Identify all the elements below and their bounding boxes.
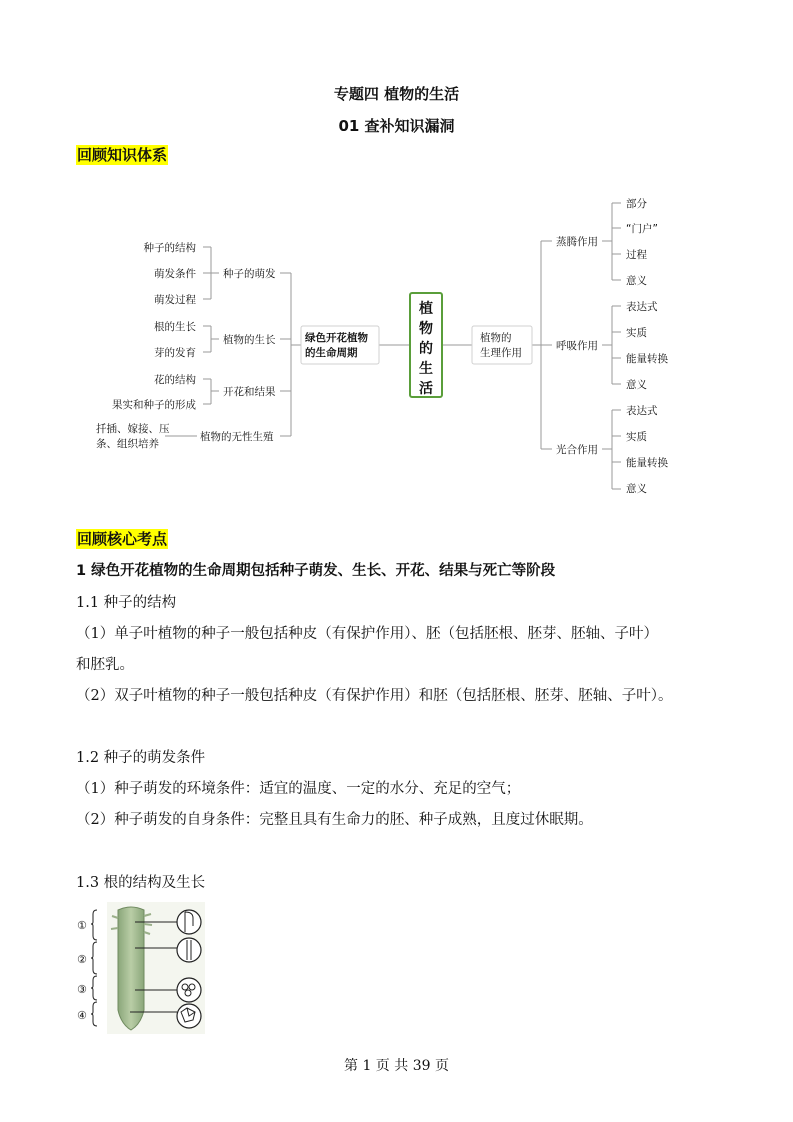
section-label-core: 回顾核心考点 bbox=[77, 530, 168, 548]
paragraph: （1）种子萌发的环境条件：适宜的温度、一定的水分、充足的空气； bbox=[76, 781, 521, 797]
section-label-knowledge: 回顾知识体系 bbox=[77, 146, 168, 164]
right-item: 部分 bbox=[626, 198, 647, 210]
paragraph: （2）种子萌发的自身条件：完整且具有生命力的胚、种子成熟，且度过休眠期。 bbox=[76, 812, 593, 828]
page-footer: 第 1 页 共 39 页 bbox=[344, 1058, 449, 1074]
right-hub-label: 植物的 bbox=[480, 332, 512, 344]
paragraph: （1）单子叶植物的种子一般包括种皮（有保护作用）、胚（包括胚根、胚芽、胚轴、子叶） bbox=[76, 626, 658, 642]
paragraph: （2）双子叶植物的种子一般包括种皮（有保护作用）和胚（包括胚根、胚芽、胚轴、子叶）。 bbox=[76, 688, 673, 704]
left-item: 萌发条件 bbox=[154, 268, 196, 280]
root-char: 生 bbox=[419, 361, 433, 377]
subheading-1-1: 1.1 种子的结构 bbox=[76, 595, 177, 611]
left-item: 扦插、嫁接、压 bbox=[96, 423, 170, 435]
left-item: 条、组织培养 bbox=[96, 438, 159, 450]
left-item: 花的结构 bbox=[154, 374, 196, 386]
left-group-label: 植物的生长 bbox=[223, 334, 276, 346]
figure-label: ④ bbox=[77, 1009, 87, 1022]
left-group-label: 开花和结果 bbox=[223, 386, 276, 398]
root-char: 植 bbox=[419, 301, 433, 317]
right-hub-label: 生理作用 bbox=[480, 347, 522, 359]
left-item: 种子的结构 bbox=[143, 242, 196, 254]
root-char: 的 bbox=[419, 341, 433, 357]
right-item: 意义 bbox=[626, 379, 647, 391]
right-item: 能量转换 bbox=[626, 353, 668, 365]
left-group-label: 种子的萌发 bbox=[223, 268, 276, 280]
right-group-label: 呼吸作用 bbox=[556, 340, 598, 352]
mindmap bbox=[0, 185, 793, 505]
left-group-label: 植物的无性生殖 bbox=[200, 431, 274, 443]
left-item: 根的生长 bbox=[154, 321, 196, 333]
figure-label: ③ bbox=[77, 983, 87, 996]
right-item: 表达式 bbox=[626, 301, 658, 313]
heading-1: 1 绿色开花植物的生命周期包括种子萌发、生长、开花、结果与死亡等阶段 bbox=[76, 563, 556, 579]
right-item: “门户” bbox=[626, 223, 658, 235]
subheading-1-3: 1.3 根的结构及生长 bbox=[76, 875, 206, 891]
right-group-label: 蒸腾作用 bbox=[556, 236, 598, 248]
right-group-label: 光合作用 bbox=[556, 444, 598, 456]
right-item: 能量转换 bbox=[626, 457, 668, 469]
page-subtitle: 01 查补知识漏洞 bbox=[338, 117, 455, 135]
left-item: 芽的发育 bbox=[154, 347, 196, 359]
subheading-1-2: 1.2 种子的萌发条件 bbox=[76, 750, 206, 766]
paragraph: 和胚乳。 bbox=[76, 657, 134, 673]
root-char: 活 bbox=[419, 381, 433, 397]
page-title: 专题四 植物的生活 bbox=[333, 85, 460, 103]
right-item: 过程 bbox=[626, 249, 647, 261]
left-hub-label: 的生命周期 bbox=[305, 347, 358, 359]
figure-label: ② bbox=[77, 953, 87, 966]
left-hub-label: 绿色开花植物 bbox=[305, 332, 368, 344]
right-item: 实质 bbox=[626, 327, 647, 339]
right-item: 实质 bbox=[626, 431, 647, 443]
root-char: 物 bbox=[419, 321, 433, 337]
right-item: 表达式 bbox=[626, 405, 658, 417]
left-item: 果实和种子的形成 bbox=[112, 399, 196, 411]
root-structure-figure bbox=[75, 902, 210, 1037]
right-item: 意义 bbox=[626, 275, 647, 287]
right-item: 意义 bbox=[626, 483, 647, 495]
figure-label: ① bbox=[77, 919, 87, 932]
left-item: 萌发过程 bbox=[154, 294, 196, 306]
